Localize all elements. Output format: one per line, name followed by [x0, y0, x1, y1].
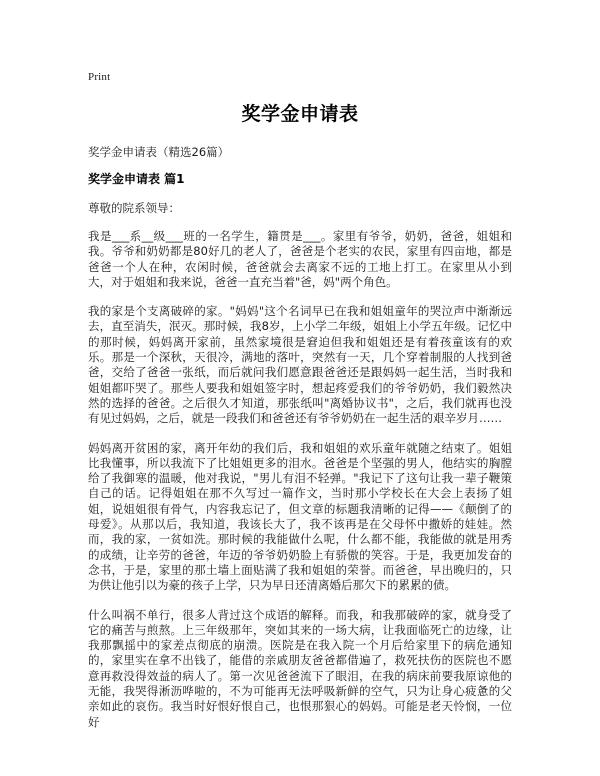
page-title: 奖学金申请表: [241, 103, 359, 125]
body-paragraph: 我是___系__级___班的一名学生，籍贯是___。家里有爷爷，奶奶，爸爸，姐姐和我。爷爷和奶奶都是80好几的老人了，爸爸是个老实的农民，家里有四亩地，都是爸爸一个人在种，农闲时候，爸爸就会去离家不远的工地上打工。在家里从小到大，对于姐姐和我来说，爸爸一直充当着"爸，妈"两个角色。: [88, 229, 512, 289]
document-content: [88, 0, 512, 730]
body-paragraph: 我的家是个支离破碎的家。"妈妈"这个名词早已在我和姐姐童年的哭泣声中渐渐远去，直至消失，泯灭。那时候，我8岁，上小学二年级，姐姐上小学五年级。记忆中的那时候，妈妈离开家前，虽然家境很是窘迫但我和姐姐还是有着孩童该有的欢乐。那是一个深秋，天很冷，满地的落叶，突然有一天，几个穿着制服的人找到爸爸，交给了爸爸一张纸，而后就问我们愿意跟爸爸还是跟妈妈一起生活，当时我和姐姐都吓哭了。那些人要我和姐姐签字时，想起疼爱我们的爷爷奶奶，我们毅然决然的选择的爸爸。之后很久才知道，那张纸叫"离婚协议书"，之后，我们就再也没有见过妈妈，之后，就是一段我们和爸爸还有爷爷奶奶在一起生活的艰辛岁月……: [88, 304, 512, 426]
section-heading: 奖学金申请表 篇1: [88, 172, 185, 186]
salutation-line: 尊敬的院系领导：: [88, 201, 180, 215]
print-button[interactable]: Print: [88, 71, 111, 83]
document-subtitle: 奖学金申请表（精选26篇）: [88, 145, 230, 159]
body-paragraph: 妈妈离开贫困的家，离开年幼的我们后，我和姐姐的欢乐童年就随之结束了。姐姐比我懂事，所以我流下了比姐姐更多的泪水。爸爸是个坚强的男人，他结实的胸膛给了我御寒的温暖，他对我说，"男儿有泪不轻弹。"我记下了这句让我一辈子鞭策自己的话。记得姐姐在那不久写过一篇作文，当时那小学校长在大会上表扬了姐姐，说姐姐很有骨气，内容我忘记了，但文章的标题我清晰的记得——《颠倒了的母爱》。从那以后，我知道，我该长大了，我不该再是在父母怀中撒娇的娃娃。然而，我的家，一贫如洗。那时候的我能做什么呢，什么都不能，我能做的就是用秀的成绩，让辛劳的爸爸，年迈的爷爷奶奶脸上有骄傲的笑容。于是，我更加发奋的念书，于是，家里的那土墙上面贴满了我和姐姐的荣誉。而爸爸，早出晚归的，只为供让他引以为豪的孩子上学，只为早日还清离婚后那欠下的累累的债。: [88, 440, 512, 593]
body-paragraph: 什么叫祸不单行，很多人背过这个成语的解释。而我，和我那破碎的家，就身受了它的痛苦与煎熬。上三年级那年，突如其来的一场大病，让我面临死亡的边缘，让我那飘摇中的家差点彻底的崩溃。医院是在我入院一个月后给家里下的病危通知的，家里实在拿不出钱了，能借的亲戚朋友爸爸都借遍了，救死扶伤的医院也不愿意再救没得效益的病人了。第一次见爸爸流下了眼泪，在我的病床前要我原谅他的无能，我哭得淅沥哗啦的，不为可能再无法呼吸新鲜的空气，只为让身心疲惫的父亲如此的哀伤。我当时好恨好恨自己，也恨那狠心的妈妈。可能是老天怜悯，一位好: [88, 607, 512, 729]
